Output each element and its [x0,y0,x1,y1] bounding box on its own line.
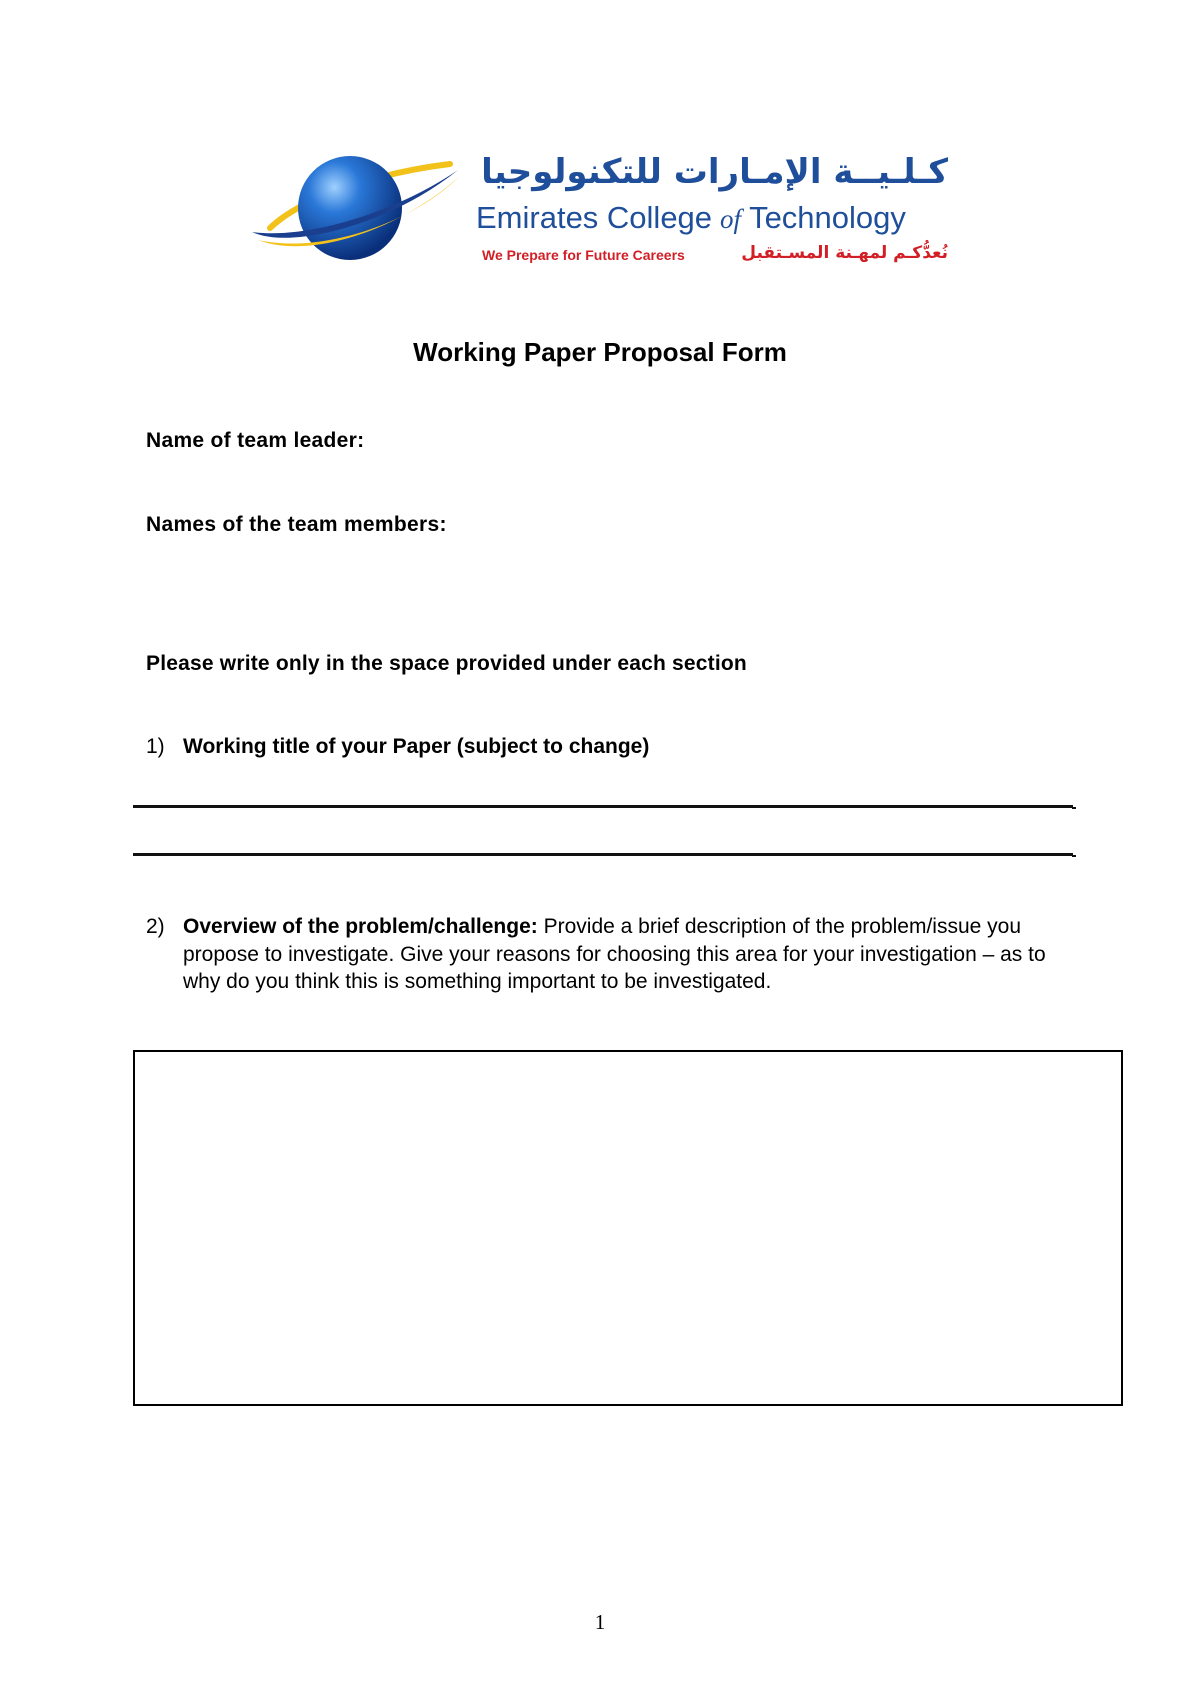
logo-english-name [476,200,948,237]
globe-logo-icon [250,150,465,268]
logo-english-name-of: of [720,204,742,234]
section-working-title [146,733,1066,761]
section-number: 1) [146,735,165,758]
form-title: Working Paper Proposal Form [413,337,787,367]
problem-overview-answer-box[interactable] [133,1050,1123,1406]
logo-english-name-part2: Technology [749,200,906,235]
section-body [183,733,1066,761]
section-number: 2) [146,915,165,938]
page-number: 1 [594,1610,606,1634]
answer-line[interactable] [133,805,1073,808]
instruction-text: Please write only in the space provided under each section [146,652,747,675]
section-problem-overview [146,913,1066,996]
section-description: Provide a brief description of the problem/issue you propose to investigate. Give your reasons for choosing this area for your investigation – as to why do you think this is something important to be investigated. [183,915,1046,993]
logo-tagline-arabic: نُعدُّكـم لمهـنة المسـتقبل [741,243,948,263]
logo-arabic-name: كـلـيــة الإمـارات للتكنولوجيا [481,152,948,192]
answer-line-end [1072,855,1076,857]
logo-tagline-english: We Prepare for Future Careers [482,247,685,263]
section-heading: Overview of the problem/challenge: [183,915,538,938]
team-leader-label: Name of team leader: [146,429,365,452]
college-logo [250,150,950,270]
team-members-label: Names of the team members: [146,513,447,536]
logo-english-name-part1: Emirates College [476,200,713,235]
section-heading: Working title of your Paper (subject to change) [183,735,650,758]
section-body [183,913,1066,996]
answer-line-end [1072,807,1076,809]
answer-line[interactable] [133,853,1073,856]
